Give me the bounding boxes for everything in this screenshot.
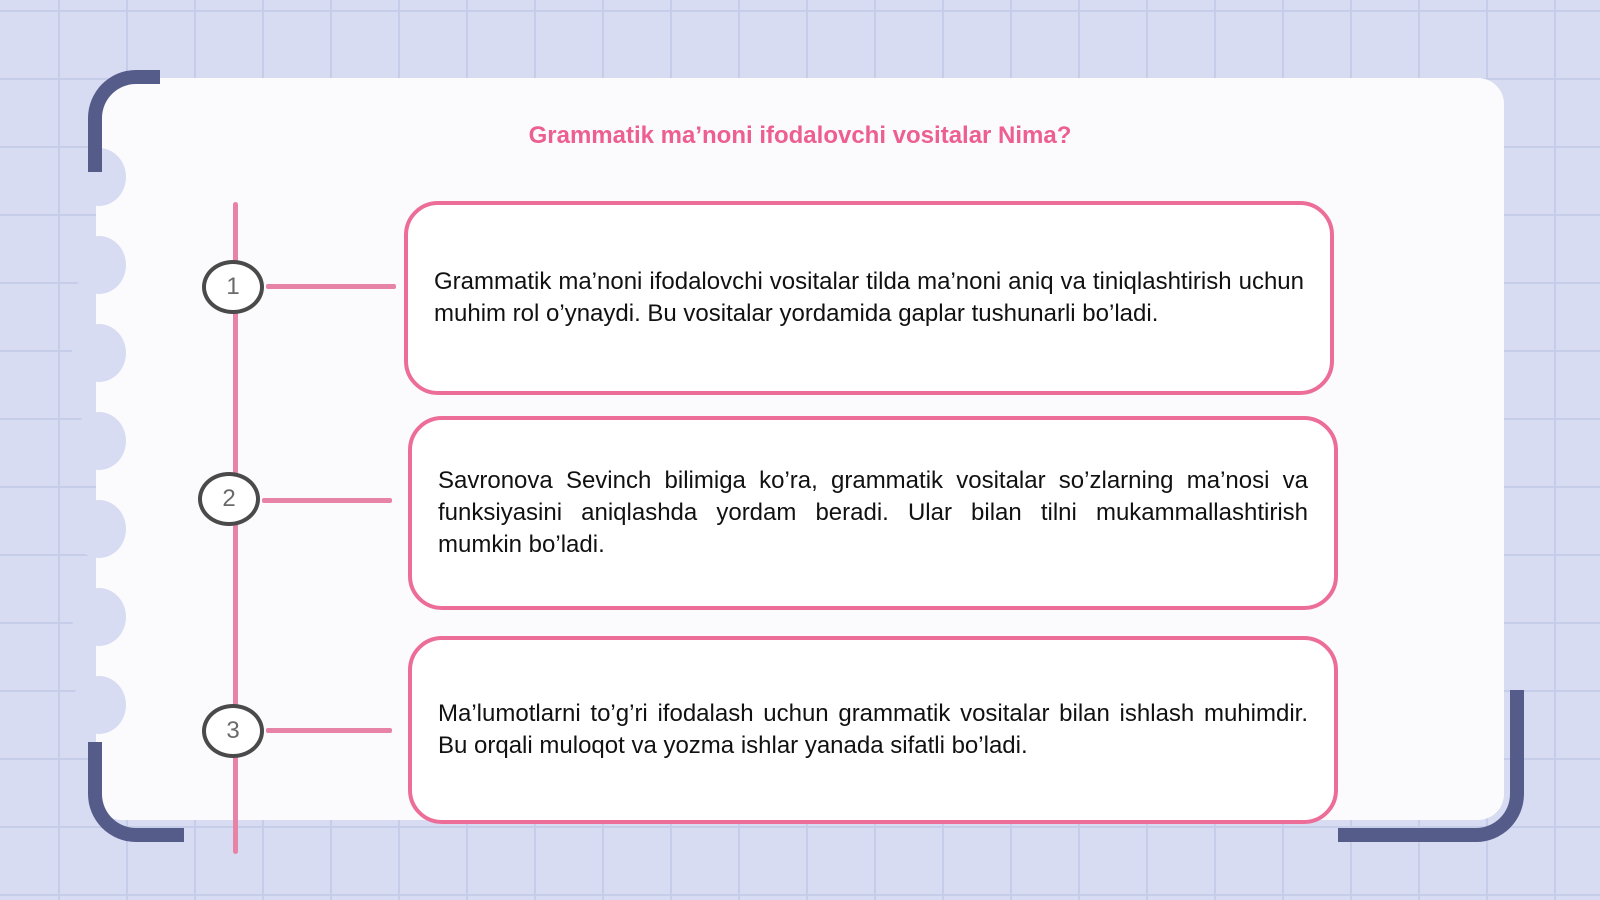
notebook-hole <box>72 500 126 558</box>
step-number-circle: 1 <box>202 260 264 314</box>
corner-bracket-top-left <box>88 70 160 172</box>
corner-bracket-bottom-left <box>88 742 184 842</box>
info-card <box>408 636 1338 824</box>
info-card-text: Ma’lumotlarni to’g’ri ifodalash uchun grammatik vositalar bilan ishlash muhimdir. Bu orqali muloqot va yozma ishlar yanada sifatli bo’ladi. <box>438 700 1308 759</box>
notebook-hole <box>72 236 126 294</box>
timeline-connector <box>262 498 392 503</box>
info-card-text: Savronova Sevinch bilimiga ko’ra, grammatik vositalar so’zlarning ma’nosi va funksiyasini aniqlashda yordam beradi. Ular bilan tilni mukammallashtirish mumkin bo’ladi. <box>438 467 1308 558</box>
notebook-hole <box>72 412 126 470</box>
timeline-connector <box>266 728 392 733</box>
notebook-hole <box>72 588 126 646</box>
slide-title: Grammatik ma’noni ifodalovchi vositalar Nima? <box>528 122 1072 149</box>
notebook-hole <box>72 676 126 734</box>
step-number-circle: 3 <box>202 704 264 758</box>
corner-bracket-bottom-right <box>1338 690 1524 842</box>
notebook-hole <box>72 324 126 382</box>
step-number-circle: 2 <box>198 472 260 526</box>
info-card <box>408 416 1338 610</box>
info-card <box>404 201 1334 395</box>
info-card-text: Grammatik ma’noni ifodalovchi vositalar tilda ma’noni aniq va tiniqlashtirish uchun muhim rol o’ynaydi. Bu vositalar yordamida gaplar tushunarli bo’ladi. <box>434 268 1304 327</box>
timeline-connector <box>266 284 396 289</box>
